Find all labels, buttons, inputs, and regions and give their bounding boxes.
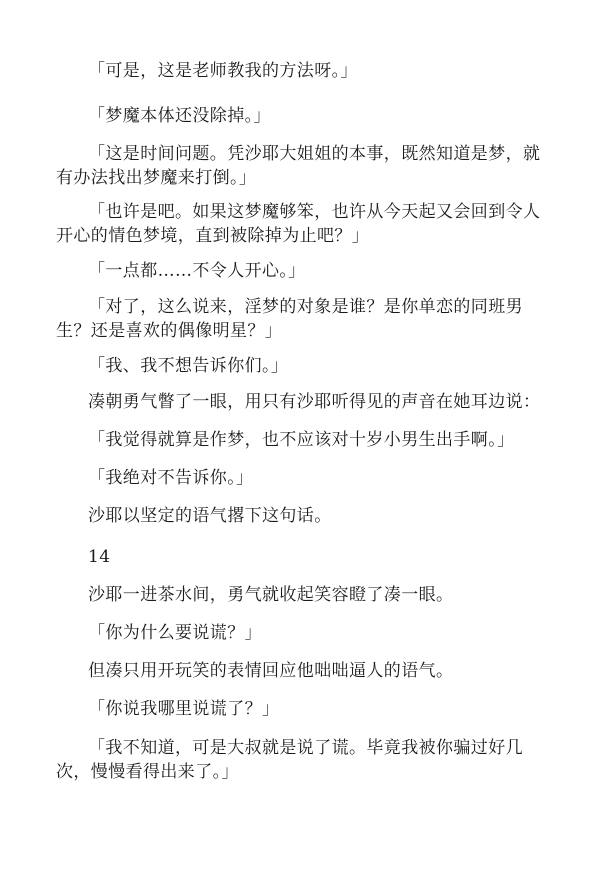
- paragraph-9: 「我觉得就算是作梦，也不应该对十岁小男生出手啊。」: [88, 430, 515, 450]
- paragraph-15: 「你说我哪里说谎了？」: [88, 699, 280, 719]
- paragraph-3: 「这是时间问题。凭沙耶大姐姐的本事，既然知道是梦，就有办法找出梦魔来打倒。」: [56, 144, 541, 188]
- paragraph-2: 「梦魔本体还没除掉。」: [88, 106, 271, 126]
- section-number: 14: [88, 547, 111, 567]
- paragraph-4: 「也许是吧。如果这梦魔够笨，也许从今天起又会回到令人开心的情色梦境，直到被除掉为止吧？」: [56, 202, 541, 246]
- paragraph-13: 「你为什么要说谎？」: [88, 623, 262, 643]
- paragraph-14: 但凑只用开玩笑的表情回应他咄咄逼人的语气。: [88, 661, 454, 681]
- paragraph-16: 「我不知道，可是大叔就是说了谎。毕竟我被你骗过好几次，慢慢看得出来了。」: [56, 738, 523, 782]
- paragraph-10: 「我绝对不告诉你。」: [88, 468, 254, 488]
- paragraph-5: 「一点都……不令人开心。」: [88, 261, 306, 281]
- paragraph-8: 凑朝勇气瞥了一眼，用只有沙耶听得见的声音在她耳边说：: [88, 392, 541, 412]
- paragraph-12: 沙耶一进茶水间，勇气就收起笑容瞪了凑一眼。: [88, 585, 454, 605]
- paragraph-1: 「可是，这是老师教我的方法呀。」: [88, 61, 358, 81]
- paragraph-6: 「对了，这么说来，淫梦的对象是谁？是你单恋的同班男生？还是喜欢的偶像明星？」: [56, 297, 523, 341]
- paragraph-11: 沙耶以坚定的语气撂下这句话。: [88, 506, 332, 526]
- paragraph-7: 「我、我不想告诉你们。」: [88, 356, 289, 376]
